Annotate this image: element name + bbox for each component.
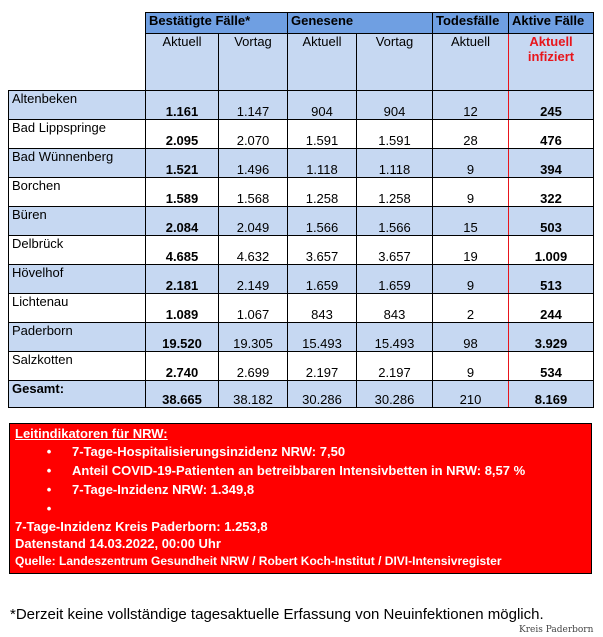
header-confirmed: Bestätigte Fälle* xyxy=(146,13,288,34)
confirmed-current: 1.161 xyxy=(146,91,219,120)
recovered-current: 1.566 xyxy=(288,207,357,236)
confirmed-previous: 2.149 xyxy=(219,265,288,294)
total-recovered: 30.286 xyxy=(288,381,357,408)
district-incidence: 7-Tage-Inzidenz Kreis Paderborn: 1.253,8 xyxy=(15,519,268,534)
subheader-recovered-current: Aktuell xyxy=(288,34,357,91)
active-current: 3.929 xyxy=(509,323,594,352)
header-row xyxy=(9,13,594,34)
active-current: 245 xyxy=(509,91,594,120)
recovered-current: 1.659 xyxy=(288,265,357,294)
active-current: 476 xyxy=(509,120,594,149)
recovered-current: 904 xyxy=(288,91,357,120)
recovered-previous: 1.258 xyxy=(357,178,433,207)
confirmed-previous: 4.632 xyxy=(219,236,288,265)
total-active: 8.169 xyxy=(509,381,594,408)
confirmed-previous: 1.067 xyxy=(219,294,288,323)
watermark: Kreis Paderborn xyxy=(519,625,594,635)
municipality-name: Bad Lippspringe xyxy=(9,120,146,149)
municipality-name: Delbrück xyxy=(9,236,146,265)
confirmed-previous: 1.147 xyxy=(219,91,288,120)
active-current: 503 xyxy=(509,207,594,236)
table-row xyxy=(9,236,594,265)
footnote: *Derzeit keine vollständige tagesaktuelle Erfassung von Neuinfektionen möglich. xyxy=(10,606,544,623)
table-row xyxy=(9,294,594,323)
recovered-current: 1.118 xyxy=(288,149,357,178)
bullet-icon: • xyxy=(46,482,52,497)
recovered-previous: 904 xyxy=(357,91,433,120)
municipality-name: Büren xyxy=(9,207,146,236)
active-current: 534 xyxy=(509,352,594,381)
deaths-current: 2 xyxy=(433,294,509,323)
indicator-hospitalization: 7-Tage-Hospitalisierungsinzidenz NRW: 7,50 xyxy=(72,444,346,459)
deaths-current: 98 xyxy=(433,323,509,352)
active-current: 244 xyxy=(509,294,594,323)
subheader-recovered-previous: Vortag xyxy=(357,34,433,91)
table-row xyxy=(9,120,594,149)
deaths-current: 9 xyxy=(433,149,509,178)
subheader-active xyxy=(509,34,594,91)
recovered-previous: 3.657 xyxy=(357,236,433,265)
subheader-active-line2: infiziert xyxy=(527,49,575,64)
recovered-previous: 2.197 xyxy=(357,352,433,381)
table-row xyxy=(9,265,594,294)
indicator-box xyxy=(9,423,592,574)
recovered-current: 2.197 xyxy=(288,352,357,381)
deaths-current: 9 xyxy=(433,178,509,207)
data-date: Datenstand 14.03.2022, 00:00 Uhr xyxy=(15,536,221,551)
table-row xyxy=(9,149,594,178)
municipality-name: Paderborn xyxy=(9,323,146,352)
deaths-current: 9 xyxy=(433,352,509,381)
municipality-name: Bad Wünnenberg xyxy=(9,149,146,178)
recovered-previous: 1.659 xyxy=(357,265,433,294)
active-current: 322 xyxy=(509,178,594,207)
deaths-current: 12 xyxy=(433,91,509,120)
total-confirmed: 38.665 xyxy=(146,381,219,408)
total-row xyxy=(9,381,594,408)
recovered-previous: 1.591 xyxy=(357,120,433,149)
recovered-previous: 1.118 xyxy=(357,149,433,178)
recovered-current: 843 xyxy=(288,294,357,323)
subheader-active-line1: Aktuell xyxy=(529,34,573,49)
bullet-icon: • xyxy=(46,501,52,516)
confirmed-previous: 19.305 xyxy=(219,323,288,352)
confirmed-current: 1.521 xyxy=(146,149,219,178)
total-label: Gesamt: xyxy=(9,381,146,408)
municipality-name: Borchen xyxy=(9,178,146,207)
recovered-current: 15.493 xyxy=(288,323,357,352)
total-confirmed-previous: 38.182 xyxy=(219,381,288,408)
municipality-name: Lichtenau xyxy=(9,294,146,323)
active-current: 394 xyxy=(509,149,594,178)
recovered-current: 1.258 xyxy=(288,178,357,207)
header-recovered: Genesene xyxy=(288,13,433,34)
recovered-previous: 1.566 xyxy=(357,207,433,236)
indicator-incidence-nrw: 7-Tage-Inzidenz NRW: 1.349,8 xyxy=(72,482,255,497)
confirmed-current: 1.589 xyxy=(146,178,219,207)
deaths-current: 15 xyxy=(433,207,509,236)
deaths-current: 28 xyxy=(433,120,509,149)
table-row xyxy=(9,352,594,381)
confirmed-current: 2.740 xyxy=(146,352,219,381)
table-row xyxy=(9,323,594,352)
confirmed-current: 4.685 xyxy=(146,236,219,265)
confirmed-previous: 2.049 xyxy=(219,207,288,236)
bullet-icon: • xyxy=(46,444,52,459)
confirmed-previous: 1.496 xyxy=(219,149,288,178)
table-row xyxy=(9,178,594,207)
deaths-current: 9 xyxy=(433,265,509,294)
covid-statistics-table xyxy=(8,12,594,408)
municipality-name: Salzkotten xyxy=(9,352,146,381)
bullet-icon: • xyxy=(46,463,52,478)
confirmed-previous: 1.568 xyxy=(219,178,288,207)
table-row xyxy=(9,207,594,236)
recovered-current: 1.591 xyxy=(288,120,357,149)
confirmed-previous: 2.070 xyxy=(219,120,288,149)
confirmed-current: 19.520 xyxy=(146,323,219,352)
header-deaths: Todesfälle xyxy=(433,13,509,34)
subheader-confirmed-previous: Vortag xyxy=(219,34,288,91)
subheader-confirmed-current: Aktuell xyxy=(146,34,219,91)
confirmed-current: 2.095 xyxy=(146,120,219,149)
deaths-current: 19 xyxy=(433,236,509,265)
municipality-name: Hövelhof xyxy=(9,265,146,294)
total-recovered-previous: 30.286 xyxy=(357,381,433,408)
active-current: 1.009 xyxy=(509,236,594,265)
active-current: 513 xyxy=(509,265,594,294)
recovered-previous: 843 xyxy=(357,294,433,323)
recovered-current: 3.657 xyxy=(288,236,357,265)
recovered-previous: 15.493 xyxy=(357,323,433,352)
confirmed-current: 1.089 xyxy=(146,294,219,323)
indicator-icu-share: Anteil COVID-19-Patienten an betreibbaren Intensivbetten in NRW: 8,57 % xyxy=(72,463,526,478)
header-active: Aktive Fälle xyxy=(509,13,594,34)
table-row xyxy=(9,91,594,120)
confirmed-previous: 2.699 xyxy=(219,352,288,381)
subheader-row xyxy=(9,34,594,91)
confirmed-current: 2.181 xyxy=(146,265,219,294)
indicator-heading: Leitindikatoren für NRW: xyxy=(15,426,168,441)
subheader-deaths-current: Aktuell xyxy=(433,34,509,91)
total-deaths: 210 xyxy=(433,381,509,408)
municipality-name: Altenbeken xyxy=(9,91,146,120)
source-text: Quelle: Landeszentrum Gesundheit NRW / Robert Koch-Institut / DIVI-Intensivregister xyxy=(15,554,502,568)
confirmed-current: 2.084 xyxy=(146,207,219,236)
